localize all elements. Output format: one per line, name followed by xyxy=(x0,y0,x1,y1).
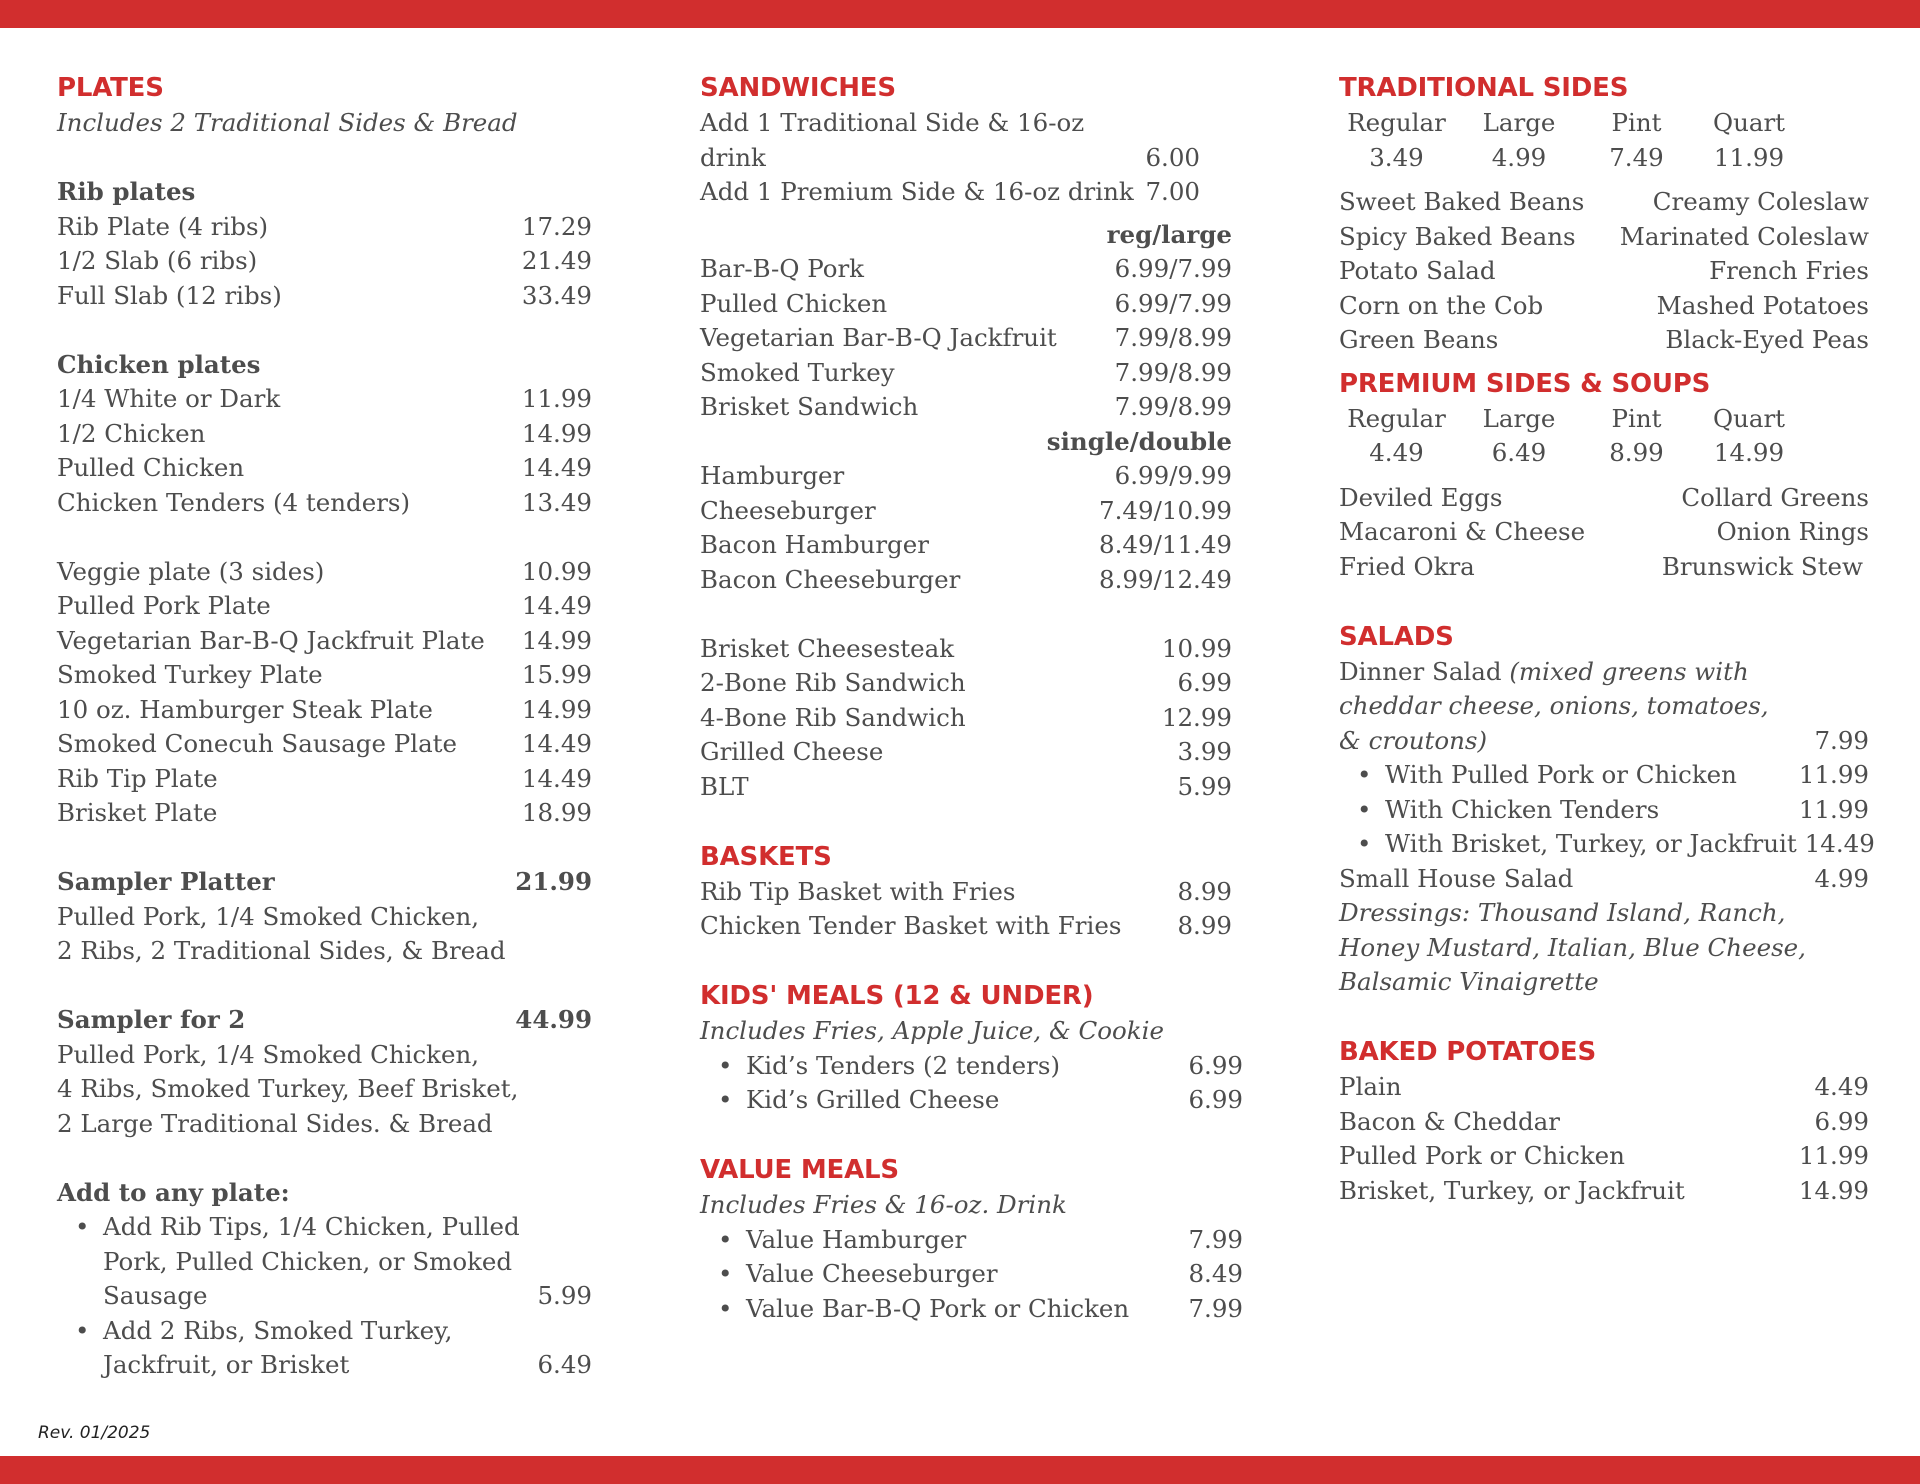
menu-item: Brisket, Turkey, or Jackfruit 14.99 xyxy=(1339,1175,1869,1205)
bottom-border-bar xyxy=(0,1456,1920,1484)
addon-header: Add to any plate: xyxy=(57,1177,290,1207)
single-double-label: single/double xyxy=(1046,426,1232,456)
menu-item: BLT 5.99 xyxy=(700,771,1232,801)
column-sides xyxy=(1339,70,1875,1208)
kids-subtitle: Includes Fries, Apple Juice, & Cookie xyxy=(700,1016,1164,1045)
column-plates xyxy=(57,70,592,1383)
section-title-sandwiches: SANDWICHES xyxy=(700,73,896,103)
menu-item: Add 1 Premium Side & 16-oz drink 7.00 xyxy=(700,177,1200,206)
dressings: Dressings: Thousand Island, Ranch, xyxy=(1339,898,1786,927)
side-pair: Potato Salad French Fries xyxy=(1339,256,1869,285)
value-item: • Value Cheeseburger 8.49 xyxy=(700,1257,1243,1292)
section-title-baked-potatoes: BAKED POTATOES xyxy=(1339,1037,1596,1067)
side-pair: Deviled Eggs Collard Greens xyxy=(1339,482,1869,512)
rib-plates-header: Rib plates xyxy=(57,177,196,206)
premium-prices-row: 4.49 6.49 8.99 14.99 xyxy=(1369,438,1785,467)
menu-item: Pulled Pork Plate 14.49 xyxy=(57,591,592,620)
salad-addon: • With Chicken Tenders 11.99 xyxy=(1339,793,1869,828)
menu-item: 2-Bone Rib Sandwich 6.99 xyxy=(700,668,1232,697)
column-sandwiches xyxy=(700,70,1245,1326)
menu-item: Brisket Plate 18.99 xyxy=(57,798,592,827)
side-pair: Sweet Baked Beans Creamy Coleslaw xyxy=(1339,187,1869,216)
sampler-for-2-desc: 2 Large Traditional Sides. & Bread xyxy=(57,1108,493,1138)
menu-item: Cheeseburger 7.49/10.99 xyxy=(700,495,1232,525)
sampler-for-2-desc: 4 Ribs, Smoked Turkey, Beef Brisket, xyxy=(57,1074,519,1103)
menu-item: Vegetarian Bar-B-Q Jackfruit 7.99/8.99 xyxy=(700,323,1232,352)
menu-item: Rib Plate (4 ribs) 17.29 xyxy=(57,211,592,241)
side-pair: Macaroni & Cheese Onion Rings xyxy=(1339,517,1869,546)
section-title-premium-sides: PREMIUM SIDES & SOUPS xyxy=(1339,368,1711,399)
menu-item: Brisket Cheesesteak 10.99 xyxy=(700,633,1232,663)
trad-prices-row: 3.49 4.99 7.49 11.99 xyxy=(1369,142,1785,172)
addon-item: • Add 2 Ribs, Smoked Turkey, Jackfruit, or Brisket 6.49 xyxy=(57,1314,592,1383)
value-item: • Value Bar-B-Q Pork or Chicken 7.99 xyxy=(700,1292,1243,1327)
menu-item: Smoked Turkey 7.99/8.99 xyxy=(700,357,1232,387)
menu-item: Brisket Sandwich 7.99/8.99 xyxy=(700,392,1232,421)
section-title-salads: SALADS xyxy=(1339,621,1454,652)
section-title-value-meals: VALUE MEALS xyxy=(700,1155,899,1185)
menu-item: Bar-B-Q Pork 6.99/7.99 xyxy=(700,254,1232,283)
side-pair: Fried Okra Brunswick Stew xyxy=(1339,551,1863,581)
dressings: Honey Mustard, Italian, Blue Cheese, xyxy=(1339,932,1806,962)
sampler-for-2: Sampler for 2 44.99 xyxy=(57,1005,592,1034)
menu-item: 4-Bone Rib Sandwich 12.99 xyxy=(700,702,1232,732)
menu-item: Pulled Chicken 6.99/7.99 xyxy=(700,288,1232,318)
menu-item: Rib Tip Plate 14.49 xyxy=(57,763,592,793)
menu-item: Smoked Conecuh Sausage Plate 14.49 xyxy=(57,729,592,758)
kids-item: • Kid’s Grilled Cheese 6.99 xyxy=(700,1083,1243,1118)
side-pair: Corn on the Cob Mashed Potatoes xyxy=(1339,290,1869,320)
sampler-platter: Sampler Platter 21.99 xyxy=(57,867,592,896)
reg-large-label: reg/large xyxy=(1106,219,1232,249)
menu-item: 1/2 Slab (6 ribs) 21.49 xyxy=(57,246,592,275)
menu-item: Pulled Chicken 14.49 xyxy=(57,453,592,482)
menu-item: Veggie plate (3 sides) 10.99 xyxy=(57,556,592,586)
menu-item: Vegetarian Bar-B-Q Jackfruit Plate 14.99 xyxy=(57,625,592,655)
section-title-baskets: BASKETS xyxy=(700,841,832,872)
menu-item: Plain 4.49 xyxy=(1339,1072,1869,1101)
menu-item: Chicken Tender Basket with Fries 8.99 xyxy=(700,911,1232,940)
menu-item: 1/2 Chicken 14.99 xyxy=(57,418,592,448)
trad-sizes-row: Regular Large Pint Quart xyxy=(1347,108,1786,137)
section-title-kids-meals: KIDS' MEALS (12 & UNDER) xyxy=(700,981,1094,1011)
value-subtitle: Includes Fries & 16-oz. Drink xyxy=(700,1190,1067,1219)
menu-item: 1/4 White or Dark 11.99 xyxy=(57,384,592,413)
chicken-plates-header: Chicken plates xyxy=(57,349,261,379)
section-title-plates: PLATES xyxy=(57,73,164,103)
side-pair: Green Beans Black-Eyed Peas xyxy=(1339,325,1869,354)
kids-item: • Kid’s Tenders (2 tenders) 6.99 xyxy=(700,1049,1243,1084)
sampler-platter-desc: 2 Ribs, 2 Traditional Sides, & Bread xyxy=(57,936,506,965)
revision-note: Rev. 01/2025 xyxy=(38,1423,151,1443)
sampler-platter-desc: Pulled Pork, 1/4 Smoked Chicken, xyxy=(57,901,480,931)
dinner-salad-price-row: & croutons) 7.99 xyxy=(1339,725,1869,755)
menu-item: Bacon Hamburger 8.49/11.49 xyxy=(700,530,1232,559)
dinner-salad: Dinner Salad (mixed greens with xyxy=(1339,656,1749,686)
menu-item: Bacon & Cheddar 6.99 xyxy=(1339,1106,1869,1136)
menu-item: Bacon Cheeseburger 8.99/12.49 xyxy=(700,564,1232,594)
menu-item: Rib Tip Basket with Fries 8.99 xyxy=(700,876,1232,906)
salad-addon: • With Pulled Pork or Chicken 11.99 xyxy=(1339,758,1869,793)
sampler-for-2-desc: Pulled Pork, 1/4 Smoked Chicken, xyxy=(57,1039,480,1069)
menu-item: Pulled Pork or Chicken 11.99 xyxy=(1339,1141,1869,1170)
addon-item: • Add Rib Tips, 1/4 Chicken, Pulled Pork, Pulled Chicken, or Smoked Sausage 5.99 xyxy=(57,1210,592,1314)
menu-item: Chicken Tenders (4 tenders) 13.49 xyxy=(57,487,592,517)
side-pair: Spicy Baked Beans Marinated Coleslaw xyxy=(1339,221,1869,251)
salad-addon: • With Brisket, Turkey, or Jackfruit 14.49 xyxy=(1339,827,1869,862)
premium-sizes-row: Regular Large Pint Quart xyxy=(1347,403,1786,433)
menu-item: Full Slab (12 ribs) 33.49 xyxy=(57,280,592,310)
menu-item: Hamburger 6.99/9.99 xyxy=(700,461,1232,490)
menu-item: Small House Salad 4.99 xyxy=(1339,863,1869,893)
menu-item: Grilled Cheese 3.99 xyxy=(700,737,1232,766)
menu-item: 10 oz. Hamburger Steak Plate 14.99 xyxy=(57,694,592,724)
menu-item: Smoked Turkey Plate 15.99 xyxy=(57,660,592,689)
section-title-traditional-sides: TRADITIONAL SIDES xyxy=(1339,73,1629,103)
value-item: • Value Hamburger 7.99 xyxy=(700,1223,1243,1258)
plates-subtitle: Includes 2 Traditional Sides & Bread xyxy=(57,108,518,137)
top-border-bar xyxy=(0,0,1920,28)
dinner-salad-desc: cheddar cheese, onions, tomatoes, xyxy=(1339,691,1769,720)
menu-item: Add 1 Traditional Side & 16-oz drink 6.00 xyxy=(700,108,1200,172)
dressings: Balsamic Vinaigrette xyxy=(1339,967,1599,996)
